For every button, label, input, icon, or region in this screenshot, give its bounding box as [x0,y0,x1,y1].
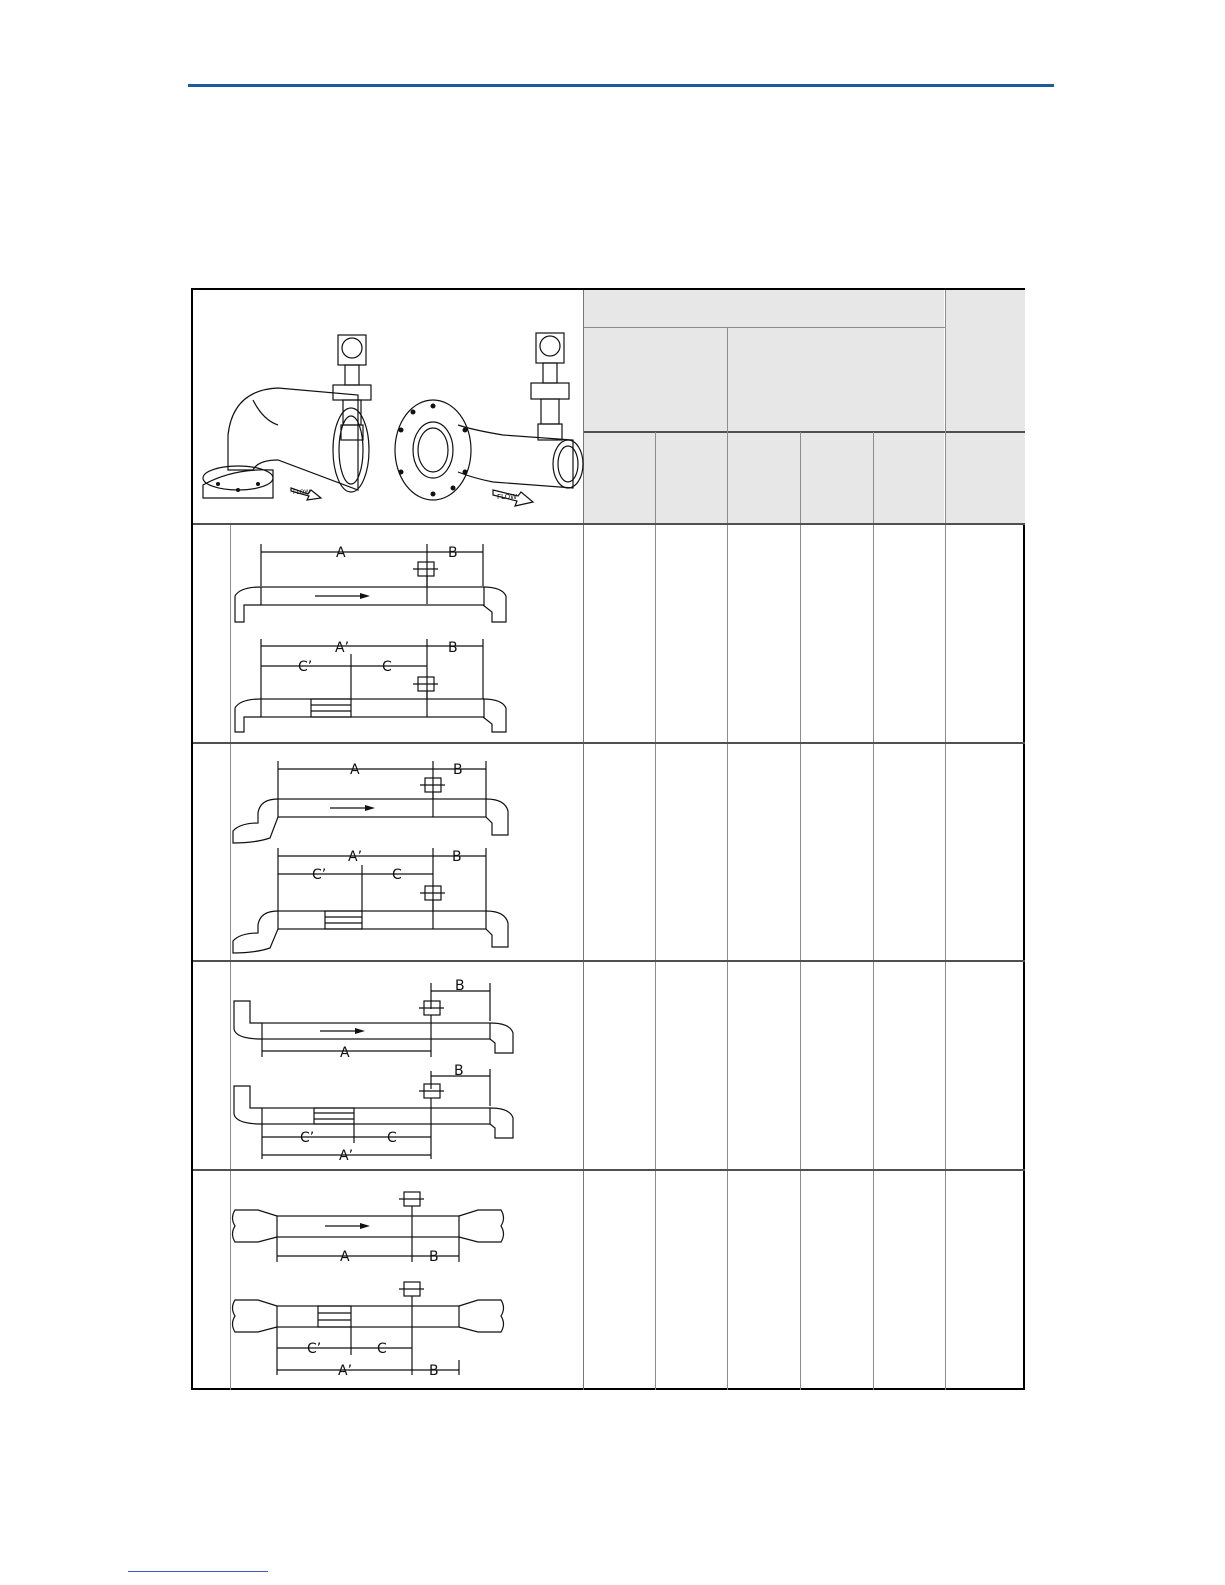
flow-label: FLOW [497,493,518,501]
grid-line [873,432,874,1390]
label-c-prime: C’ [298,659,313,675]
header-last-column-cell [945,290,1025,523]
grid-line [583,327,945,328]
row-diagram [230,524,582,742]
top-diagram [234,978,513,1061]
flow-label: FLOW [293,489,311,496]
label-a-prime: A’ [335,640,350,656]
label-b: B [448,640,458,656]
row-diagram [230,1170,582,1388]
label-c-prime: C’ [307,1341,322,1357]
label-a-prime: A’ [339,1148,354,1164]
top-diagram [235,544,506,622]
label-a: A [340,1249,350,1265]
label-b: B [452,849,462,865]
label-b: B [448,545,458,561]
top-diagram [233,761,508,843]
header-rule [188,84,1054,87]
footer-link-underline[interactable] [128,1571,268,1572]
label-c: C [392,867,402,883]
label-a: A [340,1045,350,1061]
grid-line [800,432,801,1390]
bottom-diagram [235,639,506,732]
label-a-prime: A’ [338,1363,353,1379]
installation-table [191,288,1025,1390]
label-b: B [429,1249,439,1265]
label-a-prime: A’ [348,849,363,865]
bottom-diagram [233,848,508,953]
grid-line [583,431,1025,433]
top-diagram [233,1192,504,1265]
bottom-diagram [233,1282,504,1379]
label-b: B [454,1063,464,1079]
label-c-prime: C’ [300,1130,315,1146]
transmitter-installation-illustration [193,290,583,523]
grid-line [945,290,946,1390]
label-c-prime: C’ [312,867,327,883]
label-b: B [455,978,465,994]
grid-line [583,290,584,1390]
label-c: C [387,1130,397,1146]
label-c: C [377,1341,387,1357]
header-group-cell [583,290,944,523]
grid-line [655,432,656,1390]
label-b: B [429,1363,439,1379]
label-c: C [382,659,392,675]
row-diagram [230,743,582,960]
row-diagram [230,961,582,1169]
label-b: B [453,762,463,778]
bottom-diagram [234,1063,513,1164]
label-a: A [336,545,346,561]
label-a: A [350,762,360,778]
grid-line [727,327,728,1390]
